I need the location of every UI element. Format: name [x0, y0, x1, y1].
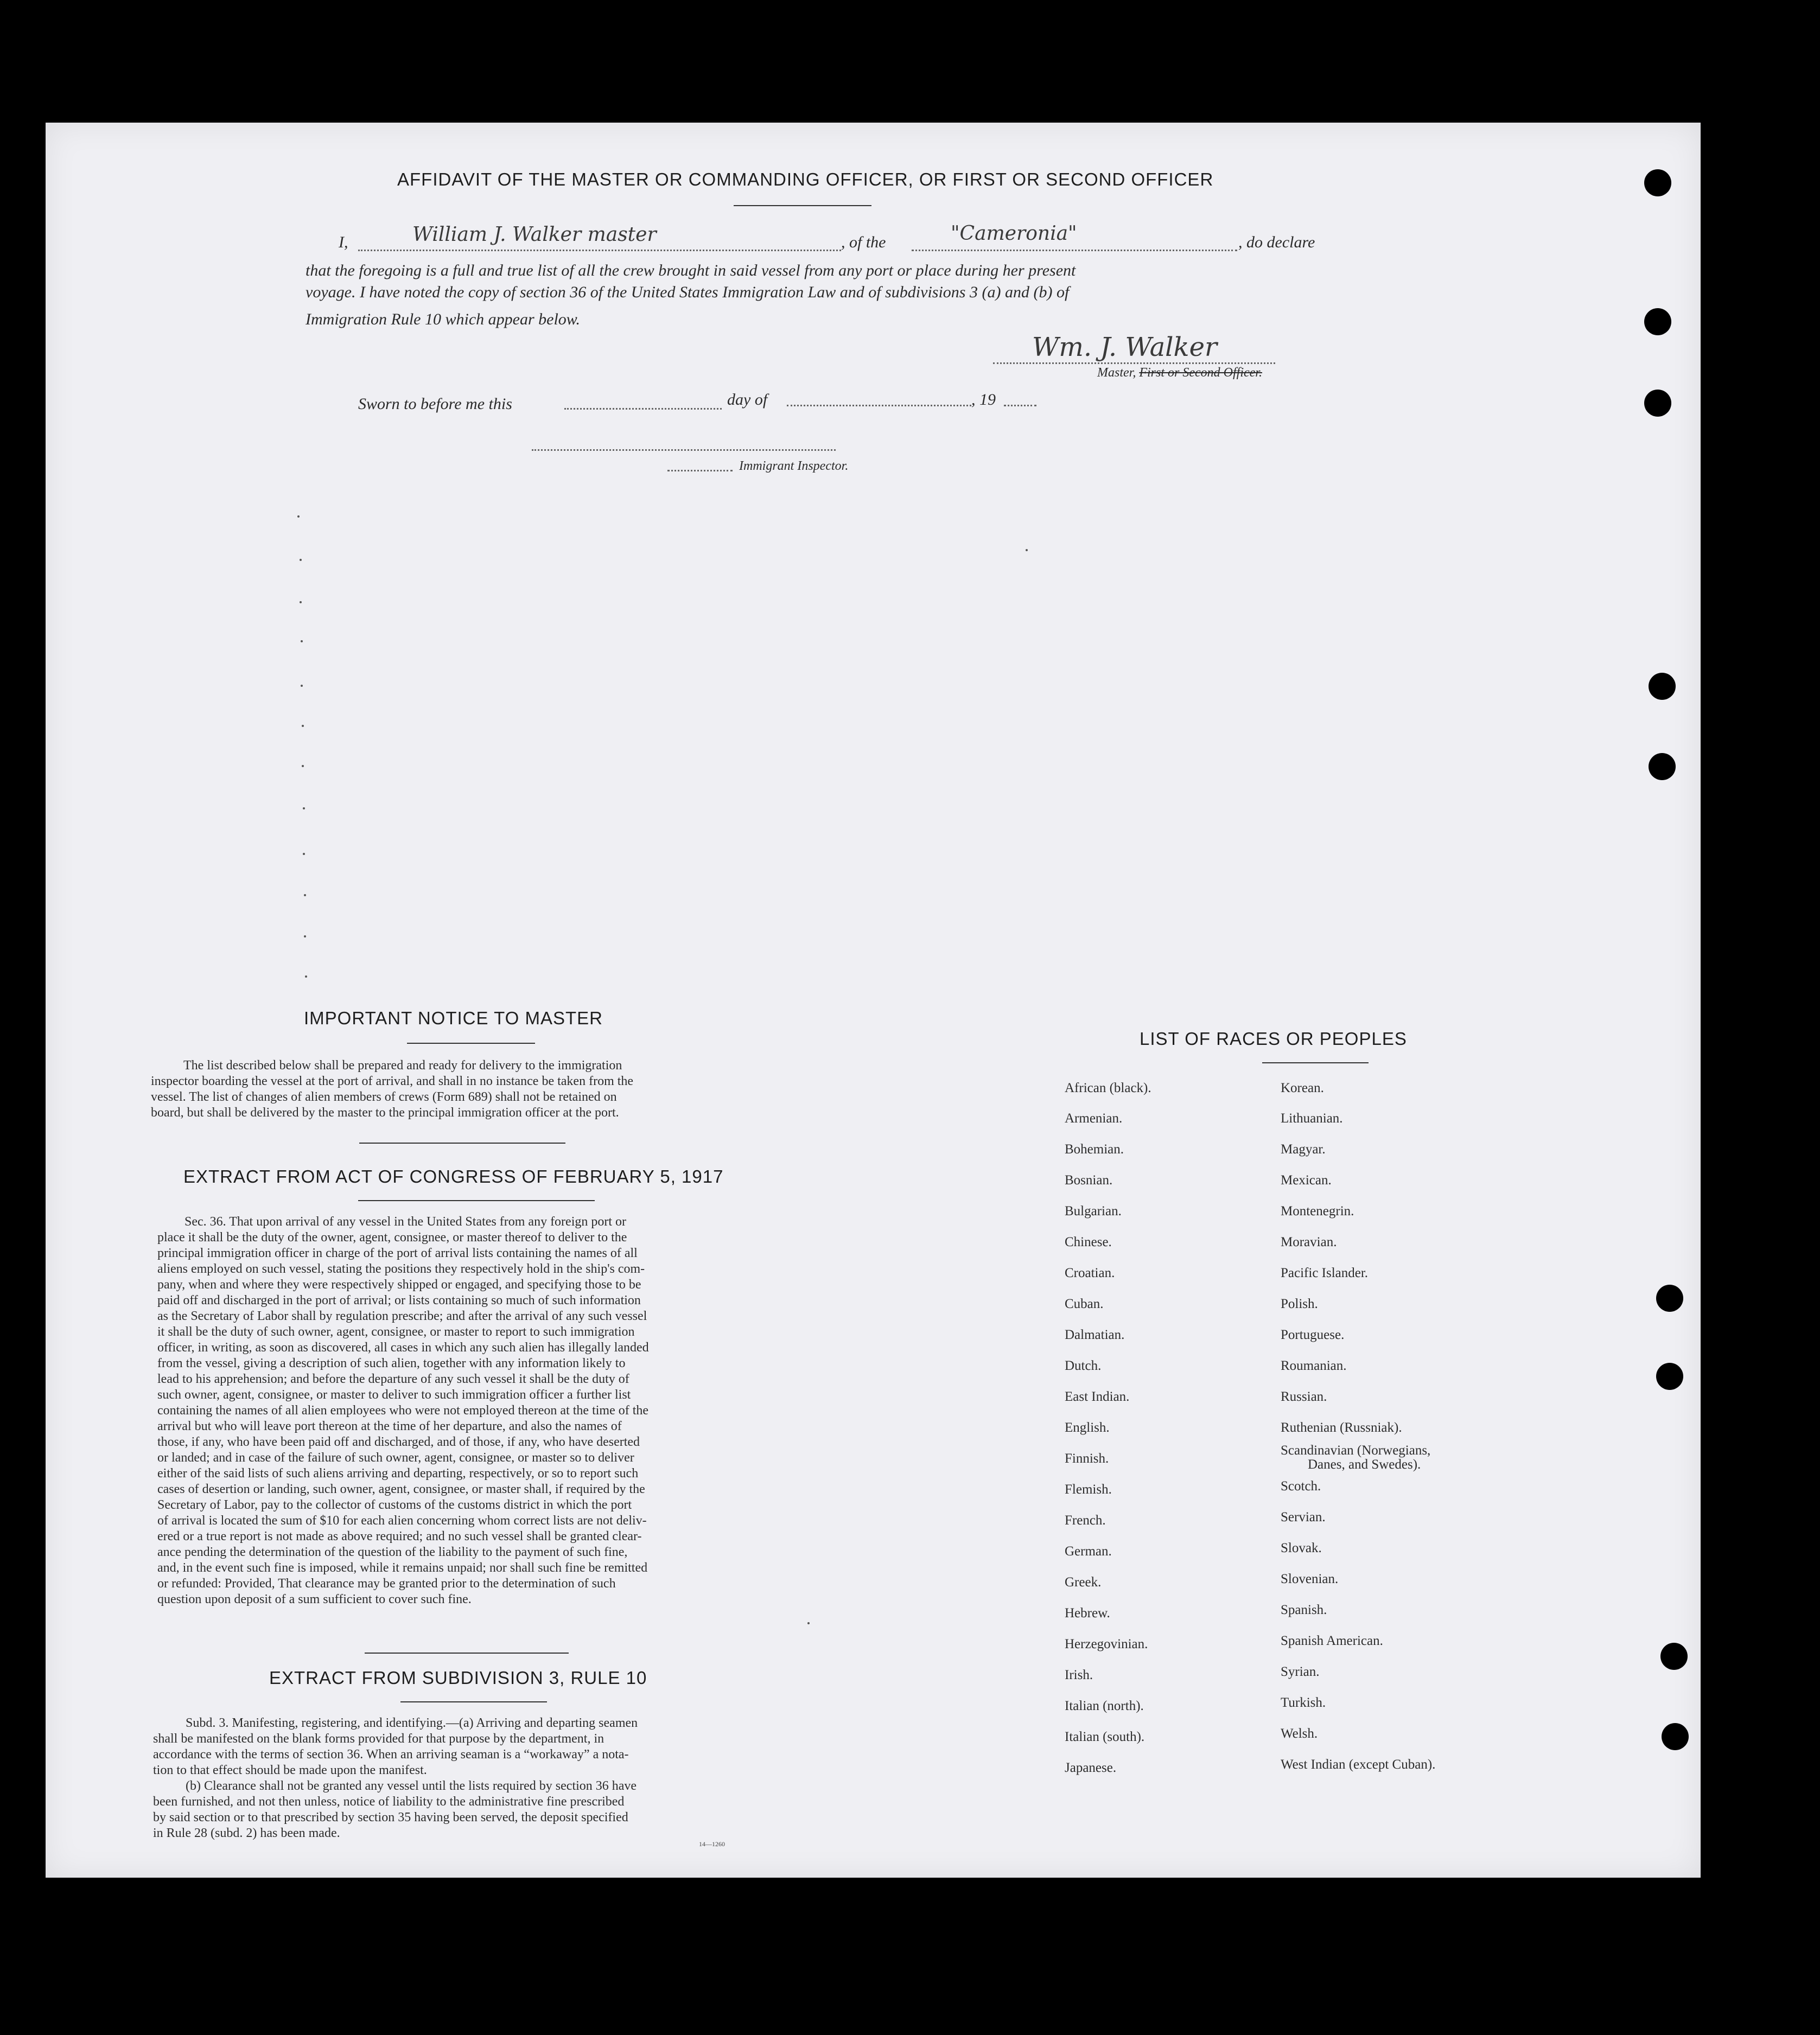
affidavit-title: AFFIDAVIT OF THE MASTER OR COMMANDING OFFICER, OR FIRST OR SECOND OFFICER: [397, 169, 1214, 189]
divider: [400, 1701, 547, 1702]
sworn-day-label: day of: [727, 391, 768, 409]
act-line: either of the said lists of such aliens arriving and departing, respectively, or so to report such: [157, 1466, 639, 1481]
rule-title: EXTRACT FROM SUBDIVISION 3, RULE 10: [269, 1668, 647, 1688]
act-line: or refunded: Provided, That clearance may be granted prior to the determination of such: [157, 1577, 616, 1591]
do-declare-label: , do declare: [1238, 233, 1315, 251]
act-line: place it shall be the duty of the owner, agent, consignee, or master thereof to deliver to the: [157, 1230, 627, 1245]
notice-body: [151, 1058, 775, 1121]
race-item: Finnish.: [1065, 1451, 1109, 1466]
race-item: Korean.: [1281, 1081, 1324, 1095]
race-item: Welsh.: [1281, 1726, 1318, 1741]
race-item: Spanish.: [1281, 1603, 1327, 1617]
race-item: German.: [1065, 1544, 1112, 1559]
race-item: Bulgarian.: [1065, 1204, 1122, 1219]
act-line: ance pending the determination of the question of the liability to the payment of such fine,: [157, 1545, 628, 1559]
punch-hole: [1644, 308, 1671, 335]
divider: [359, 1143, 565, 1144]
speck: [303, 807, 305, 809]
rule-line: (b) Clearance shall not be granted any vessel until the lists required by section 36 have: [186, 1779, 637, 1793]
act-line: principal immigration officer in charge of the port of arrival lists containing the names of all: [157, 1246, 638, 1260]
speck: [807, 1622, 810, 1624]
speck: [304, 935, 306, 937]
affidavit-line-4: Immigration Rule 10 which appear below.: [306, 310, 581, 328]
act-line: those, if any, who have been paid off and discharged, and of those, if any, who have deserted: [157, 1435, 640, 1449]
inspector-signature-line: [532, 449, 836, 451]
race-item: Lithuanian.: [1281, 1111, 1343, 1126]
race-item-continuation: Danes, and Swedes).: [1308, 1457, 1421, 1472]
intro-i: I,: [339, 233, 348, 251]
race-item: Spanish American.: [1281, 1634, 1383, 1648]
race-item: Ruthenian (Russniak).: [1281, 1420, 1402, 1435]
divider: [1262, 1062, 1369, 1063]
notice-title: IMPORTANT NOTICE TO MASTER: [304, 1008, 603, 1028]
race-item: Scotch.: [1281, 1479, 1321, 1494]
form-number: 14—1260: [699, 1840, 725, 1848]
act-line: question upon deposit of a sum sufficient to cover such fine.: [157, 1592, 472, 1606]
act-line: cases of desertion or landing, such owner, agent, consignee, or master shall, if required by the: [157, 1482, 645, 1496]
sworn-date-line: [564, 408, 722, 410]
rule-line: been furnished, and not then unless, notice of liability to the administrative fine prescribed: [153, 1795, 625, 1809]
rule-line: Subd. 3. Manifesting, registering, and identifying.—(a) Arriving and departing seamen: [186, 1716, 638, 1730]
race-item: Russian.: [1281, 1389, 1327, 1404]
speck: [305, 975, 307, 978]
act-line: Sec. 36. That upon arrival of any vessel in the United States from any foreign port or: [184, 1215, 627, 1229]
race-item: Italian (north).: [1065, 1699, 1144, 1713]
rule-line: tion to that effect should be made upon the manifest.: [153, 1763, 427, 1777]
punch-hole: [1656, 1363, 1683, 1390]
affidavit-line-2: that the foregoing is a full and true list of all the crew brought in said vessel from any port or place during her present: [306, 261, 1076, 279]
sworn-label: Sworn to before me this: [358, 395, 512, 413]
act-line: from the vessel, giving a description of such alien, together with any information likely to: [157, 1356, 626, 1370]
act-line: officer, in writing, as soon as discovered, all cases in which any such alien has illegally landed: [157, 1341, 649, 1355]
race-item: Magyar.: [1281, 1142, 1326, 1157]
notice-line: board, but shall be delivered by the master to the principal immigration officer at the port.: [151, 1106, 619, 1120]
act-line: paid off and discharged in the port of arrival; or lists containing so much of such information: [157, 1293, 641, 1307]
notice-line: The list described below shall be prepared and ready for delivery to the immigration: [183, 1058, 622, 1073]
race-item: Moravian.: [1281, 1235, 1337, 1249]
master-name-line: [358, 250, 841, 251]
race-item: Scandinavian (Norwegians,: [1281, 1443, 1431, 1458]
act-line: containing the names of all alien employees who were not employed thereon at the time of the: [157, 1404, 649, 1418]
divider: [734, 205, 871, 206]
race-item: Flemish.: [1065, 1482, 1112, 1497]
race-item: Dalmatian.: [1065, 1328, 1125, 1342]
punch-hole: [1644, 390, 1671, 417]
race-item: Dutch.: [1065, 1358, 1102, 1373]
document-page: [46, 123, 1701, 1878]
rule-line: shall be manifested on the blank forms provided for that purpose by the department, in: [153, 1732, 604, 1746]
act-line: aliens employed on such vessel, stating the positions they respectively hold in the ship's com-: [157, 1262, 645, 1276]
divider: [358, 1200, 595, 1201]
punch-hole: [1644, 169, 1671, 196]
divider: [407, 1043, 535, 1044]
race-item: English.: [1065, 1420, 1110, 1435]
signature-caption: [1097, 366, 1262, 380]
race-item: Japanese.: [1065, 1760, 1117, 1775]
race-item: Bosnian.: [1065, 1173, 1113, 1188]
of-the-label: , of the: [841, 233, 886, 251]
act-line: as the Secretary of Labor shall by regulation prescribe; and after the arrival of any such vessel: [157, 1309, 647, 1323]
race-item: Greek.: [1065, 1575, 1102, 1590]
race-item: Servian.: [1281, 1510, 1326, 1524]
speck: [300, 601, 302, 603]
speck: [304, 894, 306, 896]
speck: [303, 853, 305, 855]
master-signature: Wm. J. Walker: [1032, 332, 1217, 362]
punch-hole: [1649, 753, 1676, 780]
act-line: Secretary of Labor, pay to the collector of customs of the customs district in which the port: [157, 1498, 632, 1512]
inspector-short-line: [667, 470, 733, 471]
act-line: pany, when and where they were respectively shipped or engaged, and specifying those to be: [157, 1278, 641, 1292]
race-item: Herzegovinian.: [1065, 1637, 1148, 1651]
punch-hole: [1649, 673, 1676, 700]
signature-caption-struck: First or Second Officer.: [1139, 366, 1262, 380]
punch-hole: [1662, 1723, 1689, 1750]
speck: [297, 515, 300, 518]
races-title: LIST OF RACES OR PEOPLES: [1140, 1029, 1407, 1049]
race-item: Cuban.: [1065, 1297, 1104, 1311]
race-item: Portuguese.: [1281, 1328, 1345, 1342]
race-item: Slovenian.: [1281, 1572, 1339, 1586]
race-item: Slovak.: [1281, 1541, 1322, 1555]
act-line: or landed; and in case of the failure of such owner, agent, consignee, or master so to deliver: [157, 1451, 634, 1465]
signature-line: [993, 362, 1275, 364]
race-item: Roumanian.: [1281, 1358, 1347, 1373]
act-line: ered or a true report is not made as above required; and no such vessel shall be granted clear-: [157, 1529, 642, 1543]
rule-line: by said section or to that prescribed by section 35 having been served, the deposit specified: [153, 1810, 628, 1825]
master-name-handwritten: William J. Walker master: [412, 224, 657, 246]
race-item: Syrian.: [1281, 1664, 1320, 1679]
race-item: Polish.: [1281, 1297, 1318, 1311]
race-item: Croatian.: [1065, 1266, 1115, 1280]
race-item: French.: [1065, 1513, 1106, 1528]
rule-body: [153, 1715, 778, 1841]
race-item: Italian (south).: [1065, 1730, 1145, 1744]
notice-line: inspector boarding the vessel at the port of arrival, and shall in no instance be taken from the: [151, 1074, 634, 1088]
race-item: Irish.: [1065, 1668, 1093, 1682]
act-line: it shall be the duty of such owner, agent, consignee, or master to report to such immigration: [157, 1325, 635, 1339]
race-item: Turkish.: [1281, 1695, 1326, 1710]
race-item: West Indian (except Cuban).: [1281, 1757, 1436, 1772]
speck: [302, 725, 304, 727]
race-item: Bohemian.: [1065, 1142, 1124, 1157]
act-line: such owner, agent, consignee, or master to deliver to such immigration officer a further list: [157, 1388, 631, 1402]
punch-hole: [1660, 1643, 1688, 1670]
act-line: and, in the event such fine is imposed, while it remains unpaid; nor shall such fine be remitted: [157, 1561, 648, 1575]
race-item: African (black).: [1065, 1081, 1151, 1095]
sworn-year-line: [1004, 405, 1036, 406]
rule-line: accordance with the terms of section 36. When an arriving seaman is a “workaway” a nota-: [153, 1747, 629, 1762]
race-item: Mexican.: [1281, 1173, 1332, 1188]
speck: [301, 685, 303, 687]
race-item: Armenian.: [1065, 1111, 1123, 1126]
sworn-month-line: [787, 405, 971, 406]
speck: [1026, 549, 1028, 551]
act-line: of arrival is located the sum of $10 for each alien concerning whom correct lists are not deliv-: [157, 1514, 647, 1528]
speck: [302, 765, 304, 767]
punch-hole: [1656, 1285, 1683, 1312]
inspector-caption: Immigrant Inspector.: [739, 459, 849, 473]
race-item: Chinese.: [1065, 1235, 1112, 1249]
rule-line: in Rule 28 (subd. 2) has been made.: [153, 1826, 340, 1840]
race-item: Pacific Islander.: [1281, 1266, 1369, 1280]
act-line: arrival but who will leave port thereon at the time of her departure, and also the names of: [157, 1419, 622, 1433]
act-line: lead to his apprehension; and before the departure of any such vessel it shall be the duty of: [157, 1372, 629, 1386]
speck: [300, 559, 302, 561]
sworn-year-label: , 19: [971, 391, 996, 409]
affidavit-line-3: voyage. I have noted the copy of section 36 of the United States Immigration Law and of subdivisions 3 (a) and (b) of: [306, 283, 1070, 301]
act-title: EXTRACT FROM ACT OF CONGRESS OF FEBRUARY 5, 1917: [183, 1166, 724, 1186]
race-item: Hebrew.: [1065, 1606, 1110, 1621]
divider: [365, 1653, 569, 1654]
notice-line: vessel. The list of changes of alien members of crews (Form 689) shall not be retained on: [151, 1090, 617, 1104]
race-item: East Indian.: [1065, 1389, 1130, 1404]
speck: [301, 640, 303, 642]
vessel-name-line: [912, 250, 1237, 251]
signature-caption-master: Master,: [1097, 366, 1140, 380]
race-item: Montenegrin.: [1281, 1204, 1354, 1219]
vessel-name-handwritten: "Cameronia": [951, 222, 1077, 245]
act-body: [157, 1214, 776, 1607]
